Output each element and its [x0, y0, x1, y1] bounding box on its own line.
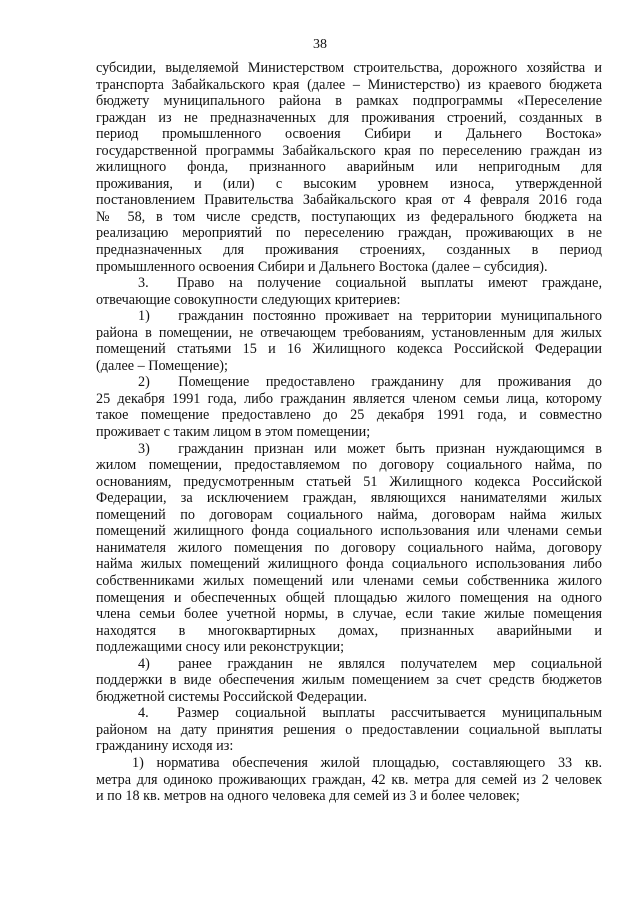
- text-line: промышленного освоения Сибири и Дальнего Востока (далее – субсидия).: [96, 258, 548, 275]
- text-line: члена семьи более учетной нормы, в случае, если такие жилые помещения: [96, 606, 602, 623]
- text-line: проживает с таким лицом в этом помещении;: [96, 424, 371, 441]
- text-line: Федерации, за исключением граждан, являющихся нанимателями жилых: [96, 490, 602, 507]
- text-line: бюджету муниципального района в рамках подпрограммы «Переселение: [96, 93, 602, 110]
- text-line: проживания, и (или) с высоким уровнем износа, утвержденной: [96, 175, 602, 192]
- text-line: гражданину исходя из:: [96, 738, 234, 755]
- text-line: найма жилых помещений жилищного фонда социального использования либо: [96, 556, 602, 573]
- text-line: помещений жилищного фонда социального использования или членами семьи: [96, 523, 602, 540]
- text-line: находятся в многоквартирных домах, признанных аварийными и: [96, 622, 602, 639]
- text-line: граждан из не предназначенных для проживания строений, созданных в: [96, 109, 602, 126]
- text-line: 1) норматива обеспечения жилой площадью, составляющего 33 кв.: [132, 754, 602, 771]
- text-line: реализацию мероприятий по переселению граждан, проживающих в не: [96, 225, 602, 242]
- text-line: отвечающие совокупности следующих критериев:: [96, 291, 401, 308]
- text-line: и по 18 кв. метров на одного человека для семей из 3 и более человек;: [96, 788, 520, 805]
- text-line: субсидии, выделяемой Министерством строительства, дорожного хозяйства и: [96, 60, 602, 76]
- text-line: 25 декабря 1991 года, либо гражданин является членом семьи лица, которому: [96, 390, 602, 407]
- text-line: государственной программы Забайкальского края по переселению граждан из: [96, 142, 602, 159]
- text-line: нанимателя жилого помещения по договору социального найма, договору: [96, 539, 602, 556]
- text-line: районом на дату принятия решения о предоставлении социальной выплаты: [96, 721, 602, 738]
- text-line: транспорта Забайкальского края (далее – Министерство) из краевого бюджета: [96, 76, 602, 93]
- text-line: жилом помещении, предоставляемом по договору социального найма, по: [96, 457, 602, 474]
- document-body: [96, 60, 602, 805]
- text-line: такое помещение предоставлено до 25 декабря 1991 года, и совместно: [96, 407, 602, 424]
- text-line: (далее – Помещение);: [96, 357, 228, 374]
- text-line: период промышленного освоения Сибири и Дальнего Востока»: [96, 126, 602, 143]
- text-line: 2) Помещение предоставлено гражданину для проживания до: [138, 374, 602, 391]
- text-line: собственниками жилых помещений или членами семьи собственника жилого: [96, 572, 602, 589]
- text-line: № 58, в том числе средств, поступающих из федерального бюджета на: [96, 208, 602, 225]
- text-line: 1) гражданин постоянно проживает на территории муниципального: [138, 308, 602, 325]
- text-line: района в помещении, не отвечающем требованиям, установленным для жилых: [96, 324, 602, 341]
- text-line: 3) гражданин признан или может быть признан нуждающимся в: [138, 440, 602, 457]
- text-line: помещения и обеспеченных общей площадью жилого помещения на одного: [96, 589, 602, 606]
- text-line: метра для одиноко проживающих граждан, 42 кв. метра для семей из 2 человек: [96, 771, 602, 788]
- text-line: поддержки в виде обеспечения жилым помещением за счет средств бюджетов: [96, 672, 602, 689]
- text-line: помещений статьями 15 и 16 Жилищного кодекса Российской Федерации: [96, 341, 602, 358]
- page-number: 38: [313, 37, 327, 52]
- text-line: помещений по договорам социального найма, договорам найма жилых: [96, 506, 602, 523]
- text-line: 4. Размер социальной выплаты рассчитывается муниципальным: [138, 705, 602, 722]
- text-line: 4) ранее гражданин не являлся получателем мер социальной: [138, 655, 602, 672]
- text-line: предназначенных для проживания строениях, созданных в период: [96, 242, 602, 259]
- text-line: подлежащими сносу или реконструкции;: [96, 639, 345, 656]
- text-line: 3. Право на получение социальной выплаты имеют граждане,: [138, 275, 602, 292]
- text-line: бюджетной системы Российской Федерации.: [96, 688, 368, 705]
- text-line: жилищного фонда, признанного аварийным или непригодным для: [96, 159, 602, 176]
- text-line: основаниям, предусмотренным статьей 51 Жилищного кодекса Российской: [96, 473, 602, 490]
- text-line: постановлением Правительства Забайкальского края от 4 февраля 2016 года: [96, 192, 602, 209]
